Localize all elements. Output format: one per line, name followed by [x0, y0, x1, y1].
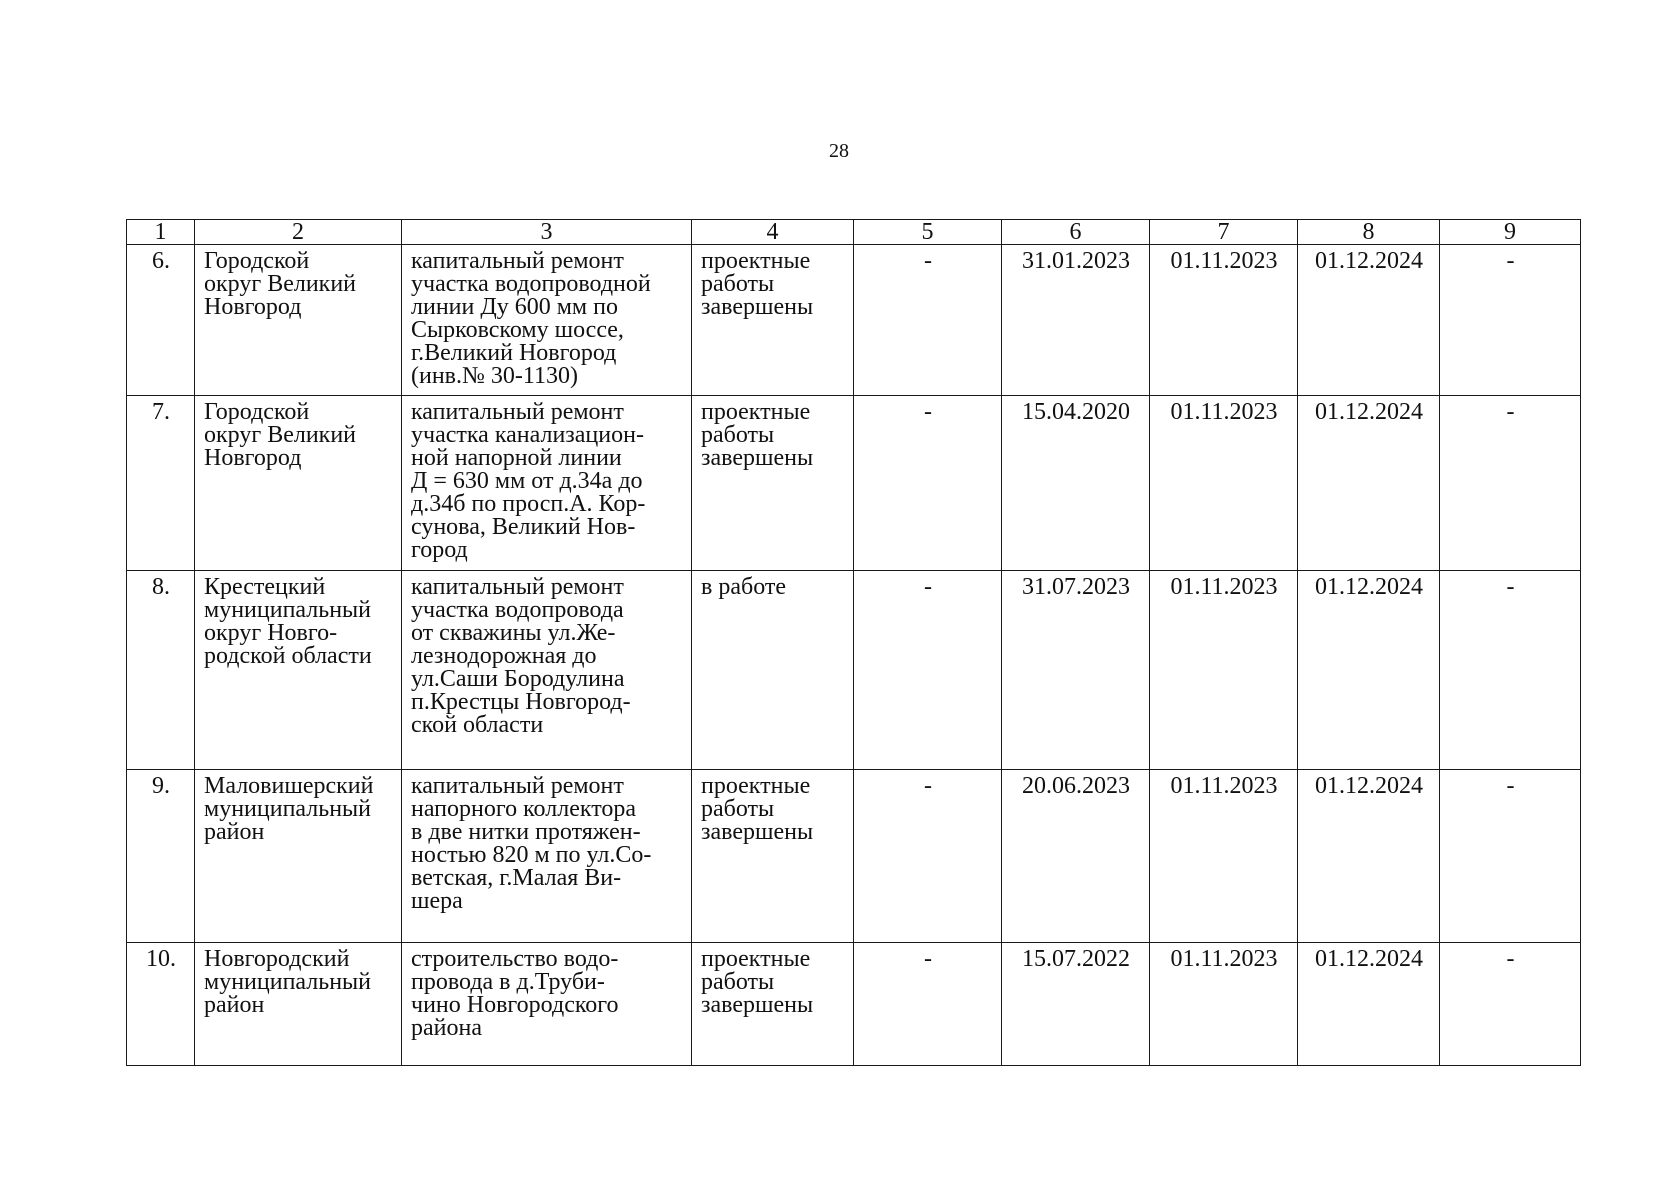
row-number: 8.: [127, 571, 195, 770]
date-cell-6: 20.06.2023: [1002, 770, 1150, 943]
territory-text: Новгородский муниципальный район: [204, 946, 372, 1018]
table-row: [127, 571, 1581, 770]
column-header-4: 4: [692, 220, 854, 245]
table-row: [127, 245, 1581, 396]
territory-text: Городской округ Великий Новгород: [204, 248, 357, 320]
column-header-1: 1: [127, 220, 195, 245]
status-text: проектные работы завершены: [701, 773, 814, 845]
territory-cell: [195, 245, 402, 396]
status-text: проектные работы завершены: [701, 946, 814, 1018]
date-cell-8: 01.12.2024: [1298, 770, 1440, 943]
object-text: капитальный ремонт участка канализацион- ной напорной линии Д = 630 мм от д.34а до д.34б по просп.А. Кор- сунова, Великий Нов- город: [411, 399, 646, 563]
column-header-3: 3: [402, 220, 692, 245]
date-cell-6: 15.04.2020: [1002, 396, 1150, 571]
column-header-2: 2: [195, 220, 402, 245]
date-cell-6: 15.07.2022: [1002, 943, 1150, 1066]
column-header-6: 6: [1002, 220, 1150, 245]
column-5-cell: -: [854, 245, 1002, 396]
date-cell-8: 01.12.2024: [1298, 396, 1440, 571]
column-9-cell: -: [1440, 396, 1581, 571]
status-text: проектные работы завершены: [701, 399, 814, 471]
object-text: строительство водо- провода в д.Труби- чино Новгородского района: [411, 946, 619, 1041]
date-cell-7: 01.11.2023: [1150, 943, 1298, 1066]
date-cell-8: 01.12.2024: [1298, 571, 1440, 770]
object-text: капитальный ремонт напорного коллектора в две нитки протяжен- ностью 820 м по ул.Со- ветская, г.Малая Ви- шера: [411, 773, 652, 914]
row-number: 9.: [127, 770, 195, 943]
status-cell: [692, 571, 854, 770]
row-number: 10.: [127, 943, 195, 1066]
object-cell: [402, 571, 692, 770]
territory-cell: [195, 396, 402, 571]
column-9-cell: -: [1440, 571, 1581, 770]
table-row: [127, 770, 1581, 943]
date-cell-8: 01.12.2024: [1298, 943, 1440, 1066]
status-text: проектные работы завершены: [701, 248, 814, 320]
row-number: 6.: [127, 245, 195, 396]
column-9-cell: -: [1440, 770, 1581, 943]
column-header-7: 7: [1150, 220, 1298, 245]
object-cell: [402, 245, 692, 396]
row-number: 7.: [127, 396, 195, 571]
territory-cell: [195, 571, 402, 770]
date-cell-7: 01.11.2023: [1150, 571, 1298, 770]
column-header-8: 8: [1298, 220, 1440, 245]
status-cell: [692, 770, 854, 943]
object-text: капитальный ремонт участка водопроводной линии Ду 600 мм по Сырковскому шоссе, г.Великий Новгород (инв.№ 30-1130): [411, 248, 651, 389]
page-number: 28: [829, 140, 849, 162]
column-5-cell: -: [854, 770, 1002, 943]
date-cell-6: 31.01.2023: [1002, 245, 1150, 396]
table-row: [127, 943, 1581, 1066]
column-5-cell: -: [854, 396, 1002, 571]
date-cell-6: 31.07.2023: [1002, 571, 1150, 770]
date-cell-7: 01.11.2023: [1150, 245, 1298, 396]
date-cell-8: 01.12.2024: [1298, 245, 1440, 396]
object-cell: [402, 396, 692, 571]
territory-text: Городской округ Великий Новгород: [204, 399, 357, 471]
table-row: [127, 396, 1581, 571]
territory-cell: [195, 770, 402, 943]
works-table: [126, 219, 1581, 1066]
status-text: в работе: [701, 574, 787, 600]
column-number-header-row: [127, 220, 1581, 245]
object-cell: [402, 770, 692, 943]
status-cell: [692, 245, 854, 396]
status-cell: [692, 396, 854, 571]
column-header-9: 9: [1440, 220, 1581, 245]
date-cell-7: 01.11.2023: [1150, 396, 1298, 571]
column-header-5: 5: [854, 220, 1002, 245]
object-text: капитальный ремонт участка водопровода от скважины ул.Же- лезнодорожная до ул.Саши Бородулина п.Крестцы Новгород- ской области: [411, 574, 631, 738]
column-5-cell: -: [854, 943, 1002, 1066]
date-cell-7: 01.11.2023: [1150, 770, 1298, 943]
column-5-cell: -: [854, 571, 1002, 770]
object-cell: [402, 943, 692, 1066]
territory-text: Маловишерский муниципальный район: [204, 773, 374, 845]
territory-cell: [195, 943, 402, 1066]
column-9-cell: -: [1440, 245, 1581, 396]
status-cell: [692, 943, 854, 1066]
column-9-cell: -: [1440, 943, 1581, 1066]
territory-text: Крестецкий муниципальный округ Новго- родской области: [204, 574, 372, 669]
